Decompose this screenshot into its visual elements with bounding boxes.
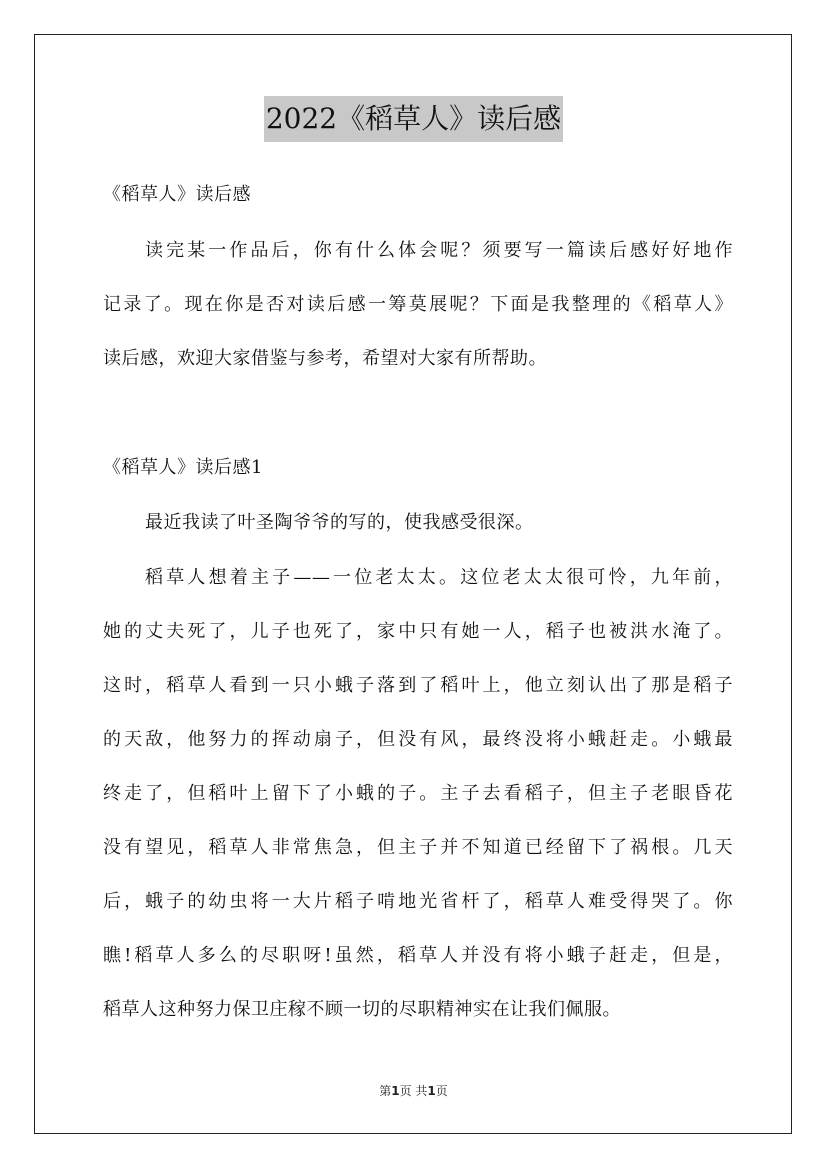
paragraph-line: 没有望见，稻草人非常焦急，但主子并不知道已经留下了祸根。几天 [103,837,733,858]
paragraph-line: 这时，稻草人看到一只小蛾子落到了稻叶上，他立刻认出了那是稻子 [103,675,733,696]
paragraph-1: 最近我读了叶圣陶爷爷的写的，使我感受很深。 [145,512,534,533]
paragraph-line: 的天敌，他努力的挥动扇子，但没有风，最终没将小蛾赶走。小蛾最 [103,729,733,750]
paragraph-line: 瞧!稻草人多么的尽职呀!虽然，稻草人并没有将小蛾子赶走，但是， [103,945,733,966]
document-title [0,96,827,142]
document-title-text: 2022《稻草人》读后感 [264,96,563,142]
intro-line: 读后感，欢迎大家借鉴与参考，希望对大家有所帮助。 [103,348,547,369]
page-prefix: 第 [379,1084,392,1098]
paragraph-line: 她的丈夫死了，儿子也死了，家中只有她一人，稻子也被洪水淹了。 [103,621,733,642]
section-heading: 《稻草人》读后感1 [103,457,263,478]
paragraph-line: 稻草人这种努力保卫庄稼不顾一切的尽职精神实在让我们佩服。 [103,999,621,1020]
page-total: 1 [427,1084,436,1098]
page-number: 1 [391,1084,400,1098]
paragraph-line: 稻草人想着主子——一位老太太。这位老太太很可怜，九年前， [145,567,733,588]
intro-line: 记录了。现在你是否对读后感一筹莫展呢？下面是我整理的《稻草人》 [103,294,733,315]
intro-line: 读完某一作品后，你有什么体会呢？须要写一篇读后感好好地作 [145,240,733,261]
page-footer [0,1082,827,1099]
page-mid: 页 共 [399,1084,428,1098]
paragraph-line: 终走了，但稻叶上留下了小蛾的子。主子去看稻子，但主子老眼昏花 [103,783,733,804]
paragraph-line: 后，蛾子的幼虫将一大片稻子啃地光省杆了，稻草人难受得哭了。你 [103,891,733,912]
page-suffix: 页 [435,1084,448,1098]
subtitle: 《稻草人》读后感 [103,184,251,205]
